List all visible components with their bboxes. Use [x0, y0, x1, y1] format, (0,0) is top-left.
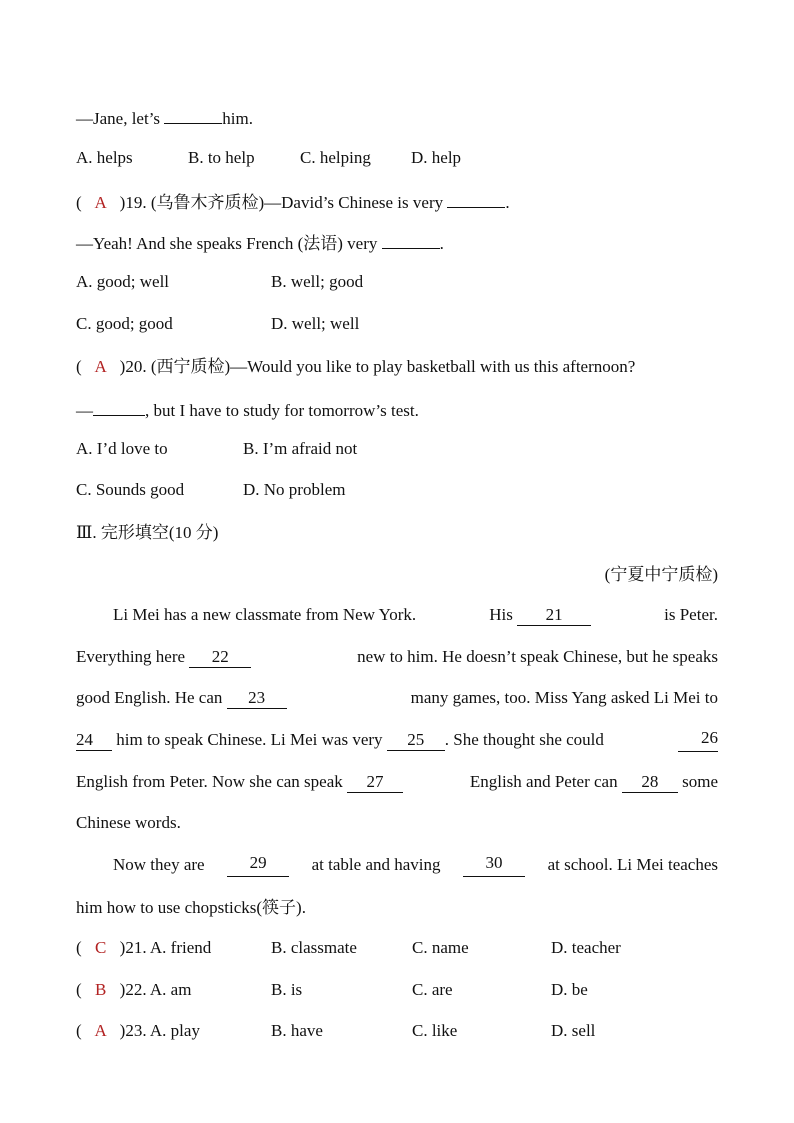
- q18-option-d: D. help: [411, 148, 462, 167]
- q18-stem: —Jane, let’s him.: [76, 105, 253, 131]
- q18-option-a: A. helps: [76, 148, 133, 167]
- q19-option-a: A. good; well: [76, 272, 170, 291]
- q20-option-a: A. I’d love to: [76, 439, 168, 458]
- blank-22: 22: [189, 647, 251, 668]
- passage-line: good English. He can 23 many games, too. Miss Yang asked Li Mei to: [76, 688, 718, 707]
- cloze-question-22: ( B )22. A. am: [76, 978, 191, 1002]
- answer-blank: [93, 397, 145, 416]
- q19-response: —Yeah! And she speaks French (法语) very .: [76, 230, 444, 256]
- blank-30: 30: [463, 853, 525, 877]
- q18-option-c: C. helping: [300, 148, 371, 167]
- q20-option-d: D. No problem: [243, 480, 346, 499]
- option-b: B. have: [271, 1021, 323, 1040]
- answer-mark: B: [95, 980, 107, 999]
- q19-option-b: B. well; good: [271, 272, 364, 291]
- q19-stem: ( A )19. (乌鲁木齐质检)—David’s Chinese is very .: [76, 189, 510, 215]
- answer-blank: [164, 105, 222, 124]
- blank-28: 28: [622, 772, 678, 793]
- q20-response: — , but I have to study for tomorrow’s test.: [76, 397, 419, 423]
- blank-25: 25: [387, 730, 445, 751]
- source-note: (宁夏中宁质检): [604, 565, 718, 584]
- q20-stem: ( A )20. (西宁质检)—Would you like to play basketball with us this afternoon?: [76, 355, 635, 379]
- option-c: C. name: [412, 938, 469, 957]
- q18-option-b: B. to help: [188, 148, 255, 167]
- option-c: C. like: [412, 1021, 458, 1040]
- q20-option-c: C. Sounds good: [76, 480, 185, 499]
- blank-23: 23: [227, 688, 287, 709]
- blank-27: 27: [347, 772, 403, 793]
- q20-option-b: B. I’m afraid not: [243, 439, 358, 458]
- passage-line: Chinese words.: [76, 813, 181, 832]
- option-b: B. classmate: [271, 938, 357, 957]
- passage-line: English from Peter. Now she can speak 27 English and Peter can 28 some: [76, 772, 718, 791]
- blank-26: 26: [678, 728, 718, 752]
- cloze-question-23: ( A )23. A. play: [76, 1019, 200, 1043]
- answer-mark: A: [94, 1021, 107, 1040]
- option-d: D. teacher: [551, 938, 621, 957]
- option-d: D. be: [551, 980, 588, 999]
- answer-blank: [447, 189, 505, 208]
- cloze-question-21: ( C )21. A. friend: [76, 936, 211, 960]
- q19-option-c: C. good; good: [76, 314, 173, 333]
- answer-mark: C: [95, 938, 107, 957]
- answer-mark: A: [94, 193, 107, 212]
- passage-line: Now they are 29 at table and having 30 at school. Li Mei teaches: [113, 853, 718, 877]
- passage-line: 24 him to speak Chinese. Li Mei was very 25 . She thought she could 26: [76, 728, 718, 752]
- passage-line: Li Mei has a new classmate from New York. His 21 is Peter.: [113, 605, 718, 624]
- q19-option-d: D. well; well: [271, 314, 360, 333]
- answer-mark: A: [94, 357, 107, 376]
- answer-blank: [382, 230, 440, 249]
- option-b: B. is: [271, 980, 303, 999]
- section-heading: Ⅲ. 完形填空(10 分): [76, 523, 219, 542]
- blank-24: 24: [76, 730, 112, 751]
- blank-21: 21: [517, 605, 591, 626]
- passage-line: Everything here 22 new to him. He doesn’t speak Chinese, but he speaks: [76, 647, 718, 666]
- blank-29: 29: [227, 853, 289, 877]
- passage-line: him how to use chopsticks(筷子).: [76, 898, 306, 917]
- option-d: D. sell: [551, 1021, 596, 1040]
- option-c: C. are: [412, 980, 453, 999]
